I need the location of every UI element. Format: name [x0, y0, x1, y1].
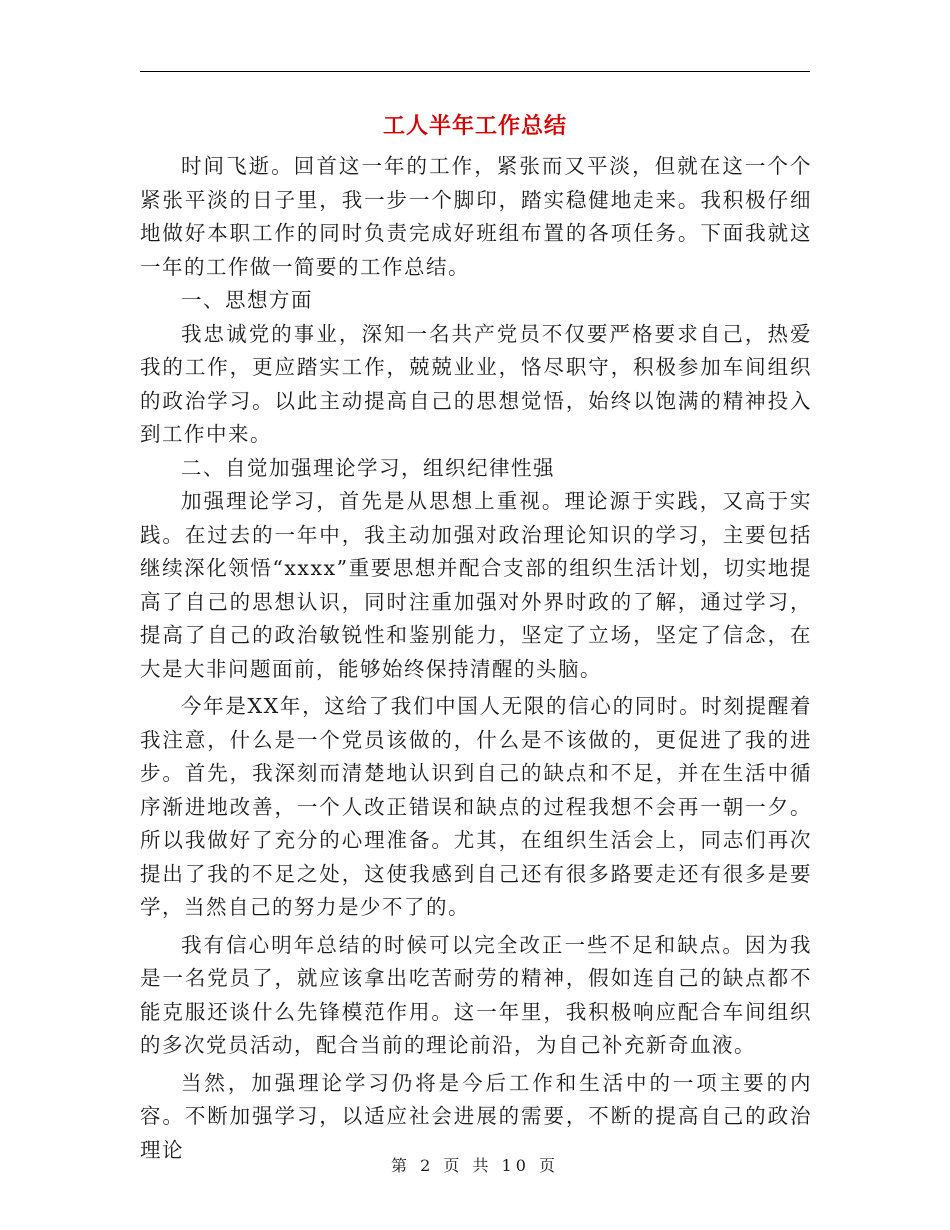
paragraph-this-year: 今年是XX年，这给了我们中国人无限的信心的同时。时刻提醒着我注意，什么是一个党员该做的，什么是不该做的，更促进了我的进步。首先，我深刻而清楚地认识到自己的缺点和不足，并在生活中循序渐进地改善，一个人改正错误和缺点的过程我想不会再一朝一夕。所以我做好了充分的心理准备。尤其，在组织生活会上，同志们再次提出了我的不足之处，这使我感到自己还有很多路要走还有很多是要学，当然自己的努力是少不了的。	[140, 694, 812, 919]
paragraph-future: 当然，加强理论学习仍将是今后工作和生活中的一项主要的内容。不断加强学习，以适应社会进展的需要，不断的提高自己的政治理论	[140, 1070, 812, 1162]
document-body	[140, 150, 812, 1167]
paragraph-theory-study: 加强理论学习，首先是从思想上重视。理论源于实践，又高于实践。在过去的一年中，我主动加强对政治理论知识的学习，主要包括继续深化领悟“xxxx”重要思想并配合支部的组织生活计划，切实地提高了自己的思想认识，同时注重加强对外界时政的了解，通过学习，提高了自己的政治敏锐性和鉴别能力，坚定了立场，坚定了信念，在大是大非问题面前，能够始终保持清醒的头脑。	[140, 489, 812, 681]
header-rule	[140, 71, 810, 72]
page-number-footer: 第 2 页 共 10 页	[391, 1156, 559, 1175]
paragraph-ideology: 我忠诚党的事业，深知一名共产党员不仅要严格要求自己，热爱我的工作，更应踏实工作，兢兢业业，恪尽职守，积极参加车间组织的政治学习。以此主动提高自己的思想觉悟，始终以饱满的精神投入到工作中来。	[140, 321, 812, 446]
paragraph-confidence: 我有信心明年总结的时候可以完全改正一些不足和缺点。因为我是一名党员了，就应该拿出吃苦耐劳的精神，假如连自己的缺点都不能克服还谈什么先锋模范作用。这一年里，我积极响应配合车间组织的多次党员活动，配合当前的理论前沿，为自己补充新奇血液。	[140, 932, 812, 1057]
section-heading-2: 二、自觉加强理论学习，组织纪律性强	[181, 455, 555, 480]
section-heading-1: 一、思想方面	[181, 288, 313, 312]
paragraph-intro: 时间飞逝。回首这一年的工作，紧张而又平淡，但就在这一个个紧张平淡的日子里，我一步一个脚印，踏实稳健地走来。我积极仔细地做好本职工作的同时负责完成好班组布置的各项任务。下面我就这一年的工作做一简要的工作总结。	[140, 154, 812, 279]
document-title: 工人半年工作总结	[382, 113, 567, 139]
